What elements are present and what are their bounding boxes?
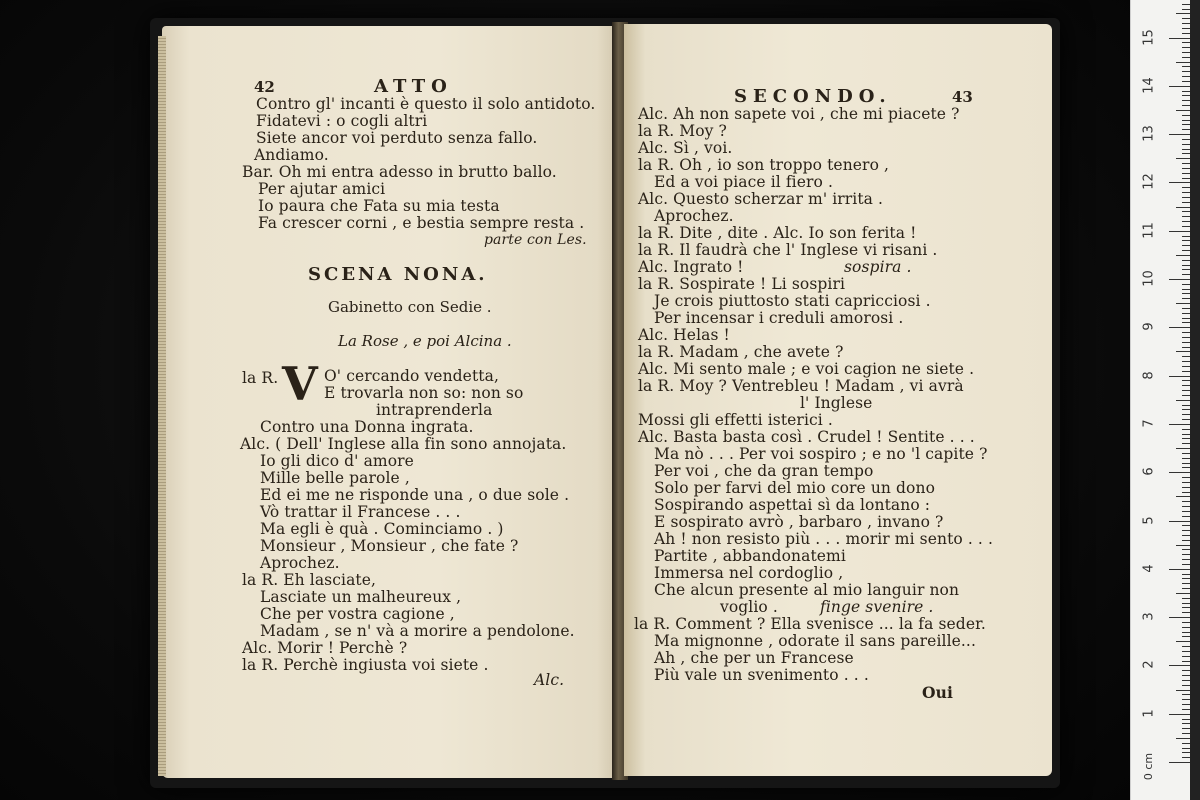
text-line: Vò trattar il Francese . . .: [260, 503, 461, 521]
ruler-tick: [1176, 62, 1191, 63]
ruler-tick: [1169, 86, 1191, 87]
ruler-tick: [1176, 255, 1191, 256]
ruler-number: 6: [1141, 467, 1157, 476]
ruler-number: 15: [1141, 28, 1157, 46]
ruler-tick: [1169, 38, 1191, 39]
ruler-tick: [1176, 110, 1191, 111]
ruler-number: 11: [1141, 221, 1157, 239]
text-line: Io paura che Fata su mia testa: [258, 197, 500, 215]
drop-capital: V: [282, 357, 318, 411]
catchword: Alc.: [534, 671, 565, 689]
ruler-tick: [1176, 158, 1191, 159]
ruler-number: 3: [1141, 612, 1157, 621]
text-line: Monsieur , Monsieur , che fate ?: [260, 537, 519, 555]
stage-direction: finge svenire .: [820, 598, 934, 616]
text-line: Ed ei me ne risponde una , o due sole .: [260, 486, 570, 504]
ruler-number: 5: [1141, 515, 1157, 525]
ruler-tick: [1169, 134, 1191, 135]
text-line: Alc. Helas !: [638, 326, 730, 344]
text-line: Aprochez.: [260, 554, 340, 572]
text-line: la R. Perchè ingiusta voi siete .: [242, 656, 489, 674]
ruler-tick: [1169, 231, 1191, 232]
ruler-tick: [1176, 690, 1191, 691]
scene-characters: La Rose , e poi Alcina .: [338, 332, 512, 350]
page-edges: [158, 36, 166, 776]
ruler-number: 1: [1141, 709, 1157, 718]
text-line: Contro gl' incanti è questo il solo antidoto.: [256, 95, 596, 113]
text-line: Alc. Basta basta così . Crudel ! Sentite . . .: [638, 428, 975, 446]
ruler-tick: [1169, 376, 1191, 377]
catchword: Oui: [922, 683, 953, 702]
ruler-tick: [1176, 545, 1191, 546]
right-running-header: SECONDO.: [734, 86, 892, 107]
ruler-number: 7: [1141, 419, 1157, 428]
ruler-tick: [1169, 521, 1191, 522]
ruler-tick: [1176, 351, 1191, 352]
text-line: Ah , che per un Francese: [654, 649, 854, 667]
text-line: Che per vostra cagione ,: [260, 605, 455, 623]
text-line: Andiamo.: [254, 146, 329, 164]
text-line: Per incensar i creduli amorosi .: [654, 309, 904, 327]
text-line: Mille belle parole ,: [260, 469, 410, 487]
text-line: Contro una Donna ingrata.: [260, 418, 474, 436]
scene-setting: Gabinetto con Sedie .: [328, 298, 492, 316]
ruler-tick: [1169, 665, 1191, 666]
ruler-unit: 0 cm: [1142, 752, 1156, 781]
text-line: Ah ! non resisto più . . . morir mi sento . . .: [654, 530, 994, 548]
ruler-number: 2: [1141, 660, 1157, 670]
ruler-tick: [1176, 207, 1191, 208]
ruler-tick: [1176, 496, 1191, 497]
text-line: Immersa nel cordoglio ,: [654, 564, 844, 582]
text-line: Partite , abbandonatemi: [654, 547, 846, 565]
scene-title: SCENA NONA.: [308, 264, 488, 285]
ruler-edge: [1190, 0, 1200, 800]
stage-direction: parte con Les.: [484, 232, 587, 248]
text-line: Mossi gli effetti isterici .: [638, 411, 833, 429]
ruler-tick: [1169, 424, 1191, 425]
left-running-header: ATTO: [374, 76, 453, 97]
ruler-tick: [1169, 279, 1191, 280]
right-page-number: 43: [952, 88, 973, 106]
text-line: Aprochez.: [654, 207, 734, 225]
ruler-number: 14: [1141, 77, 1157, 94]
text-line: Bar. Oh mi entra adesso in brutto ballo.: [242, 163, 557, 181]
ruler-tick: [1169, 182, 1191, 183]
text-line: Je crois piuttosto stati capricciosi .: [654, 292, 931, 310]
text-line: Alc. Mi sento male ; e voi cagion ne siete .: [638, 360, 975, 378]
ruler-tick: [1169, 762, 1191, 763]
text-line: Alc. Morir ! Perchè ?: [242, 639, 408, 657]
text-line: Alc. Ah non sapete voi , che mi piacete ?: [638, 105, 960, 123]
text-line: Ma nò . . . Per voi sospiro ; e no 'l capite ?: [654, 445, 988, 463]
ruler-tick: [1176, 593, 1191, 594]
text-line: O' cercando vendetta,: [324, 367, 499, 385]
text-line: la R. Sospirate ! Li sospiri: [638, 275, 846, 293]
text-line: Alc. Questo scherzar m' irrita .: [638, 190, 884, 208]
text-line: E sospirato avrò , barbaro , invano ?: [654, 513, 944, 531]
text-line: la R. Dite , dite . Alc. Io son ferita !: [638, 224, 917, 242]
text-line: Ma mignonne , odorate il sans pareille...: [654, 632, 976, 650]
text-line: voglio .: [720, 598, 778, 616]
text-line: Fidatevi : o cogli altri: [256, 112, 428, 130]
text-line: Alc. Ingrato !: [638, 258, 744, 276]
text-line: Solo per farvi del mio core un dono: [654, 479, 936, 497]
text-line: Lasciate un malheureux ,: [260, 588, 462, 606]
ruler-tick: [1176, 303, 1191, 304]
text-line: Che alcun presente al mio languir non: [654, 581, 960, 599]
ruler-number: 13: [1141, 125, 1157, 142]
text-line: Fa crescer corni , e bestia sempre resta .: [258, 214, 585, 232]
text-line: la R. Moy ? Ventrebleu ! Madam , vi avrà: [638, 377, 964, 395]
text-line: Più vale un svenimento . . .: [654, 666, 869, 684]
text-line: Sospirando aspettai sì da lontano :: [654, 496, 931, 514]
text-line: Siete ancor voi perduto senza fallo.: [256, 129, 538, 147]
text-line: Madam , se n' và a morire a pendolone.: [260, 622, 575, 640]
ruler-tick: [1176, 448, 1191, 449]
text-line: la R. Comment ? Ella svenisce ... la fa seder.: [634, 615, 986, 633]
text-line: Io gli dico d' amore: [260, 452, 414, 470]
right-page: [624, 24, 1052, 776]
text-line: la R. Il faudrà che l' Inglese vi risani .: [638, 241, 938, 259]
text-line: l' Inglese: [800, 394, 873, 412]
left-page-number: 42: [254, 78, 275, 96]
text-line: la R. Eh lasciate,: [242, 571, 377, 589]
ruler-tick: [1169, 714, 1191, 715]
text-line: Per ajutar amici: [258, 180, 386, 198]
ruler-number: 9: [1141, 322, 1157, 331]
text-line: Ed a voi piace il fiero .: [654, 173, 834, 191]
text-line: la R. Oh , io son troppo tenero ,: [638, 156, 890, 174]
text-line: E trovarla non so: non so: [324, 384, 524, 402]
ruler-number: 10: [1141, 270, 1157, 287]
text-line: la R. Moy ?: [638, 122, 727, 140]
text-line: Per voi , che da gran tempo: [654, 462, 874, 480]
ruler-tick: [1169, 569, 1191, 570]
ruler-number: 12: [1141, 173, 1157, 191]
left-page: [162, 26, 620, 778]
stage-direction: sospira .: [844, 258, 912, 276]
measuring-ruler: [1130, 0, 1191, 800]
text-line: intraprenderla: [376, 401, 493, 419]
speaker-label: la R.: [242, 369, 279, 387]
ruler-tick: [1176, 641, 1191, 642]
ruler-tick: [1169, 327, 1191, 328]
ruler-tick: [1169, 472, 1191, 473]
ruler-tick: [1176, 738, 1191, 739]
ruler-tick: [1169, 617, 1191, 618]
text-line: la R. Madam , che avete ?: [638, 343, 844, 361]
ruler-number: 8: [1141, 370, 1157, 380]
text-line: Ma egli è quà . Cominciamo . ): [260, 520, 504, 538]
ruler-tick: [1176, 13, 1191, 14]
text-line: Alc. Sì , voi.: [638, 139, 733, 157]
text-line: Alc. ( Dell' Inglese alla fin sono annojata.: [240, 435, 567, 453]
ruler-number: 4: [1141, 564, 1157, 573]
ruler-tick: [1176, 400, 1191, 401]
